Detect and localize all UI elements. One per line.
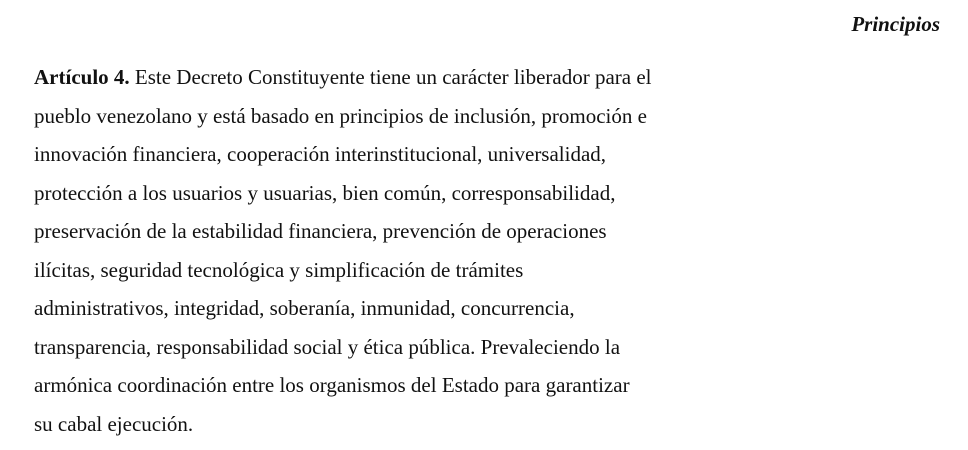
article-line: transparencia, responsabilidad social y ética pública. Prevaleciendo la	[34, 334, 621, 359]
article-line: su cabal ejecución.	[34, 411, 194, 436]
article-line	[34, 58, 794, 97]
article-line: innovación financiera, cooperación interinstitucional, universalidad,	[34, 142, 607, 166]
article-label: Artículo 4.	[34, 65, 130, 89]
article-paragraph	[34, 58, 794, 443]
article-line: administrativos, integridad, soberanía, inmunidad, concurrencia,	[34, 296, 575, 320]
article-line: armónica coordinación entre los organismos del Estado para garantizar	[34, 373, 630, 397]
article-line: ilícitas, seguridad tecnológica y simplificación de trámites	[34, 257, 524, 282]
article-line-text: Este Decreto Constituyente tiene un carácter liberador para el	[129, 65, 652, 89]
article-line: preservación de la estabilidad financiera, prevención de operaciones	[34, 219, 607, 243]
section-heading: Principios	[851, 12, 940, 36]
article-line: pueblo venezolano y está basado en principios de inclusión, promoción e	[34, 103, 647, 128]
article-line: protección a los usuarios y usuarias, bien común, corresponsabilidad,	[34, 180, 616, 205]
